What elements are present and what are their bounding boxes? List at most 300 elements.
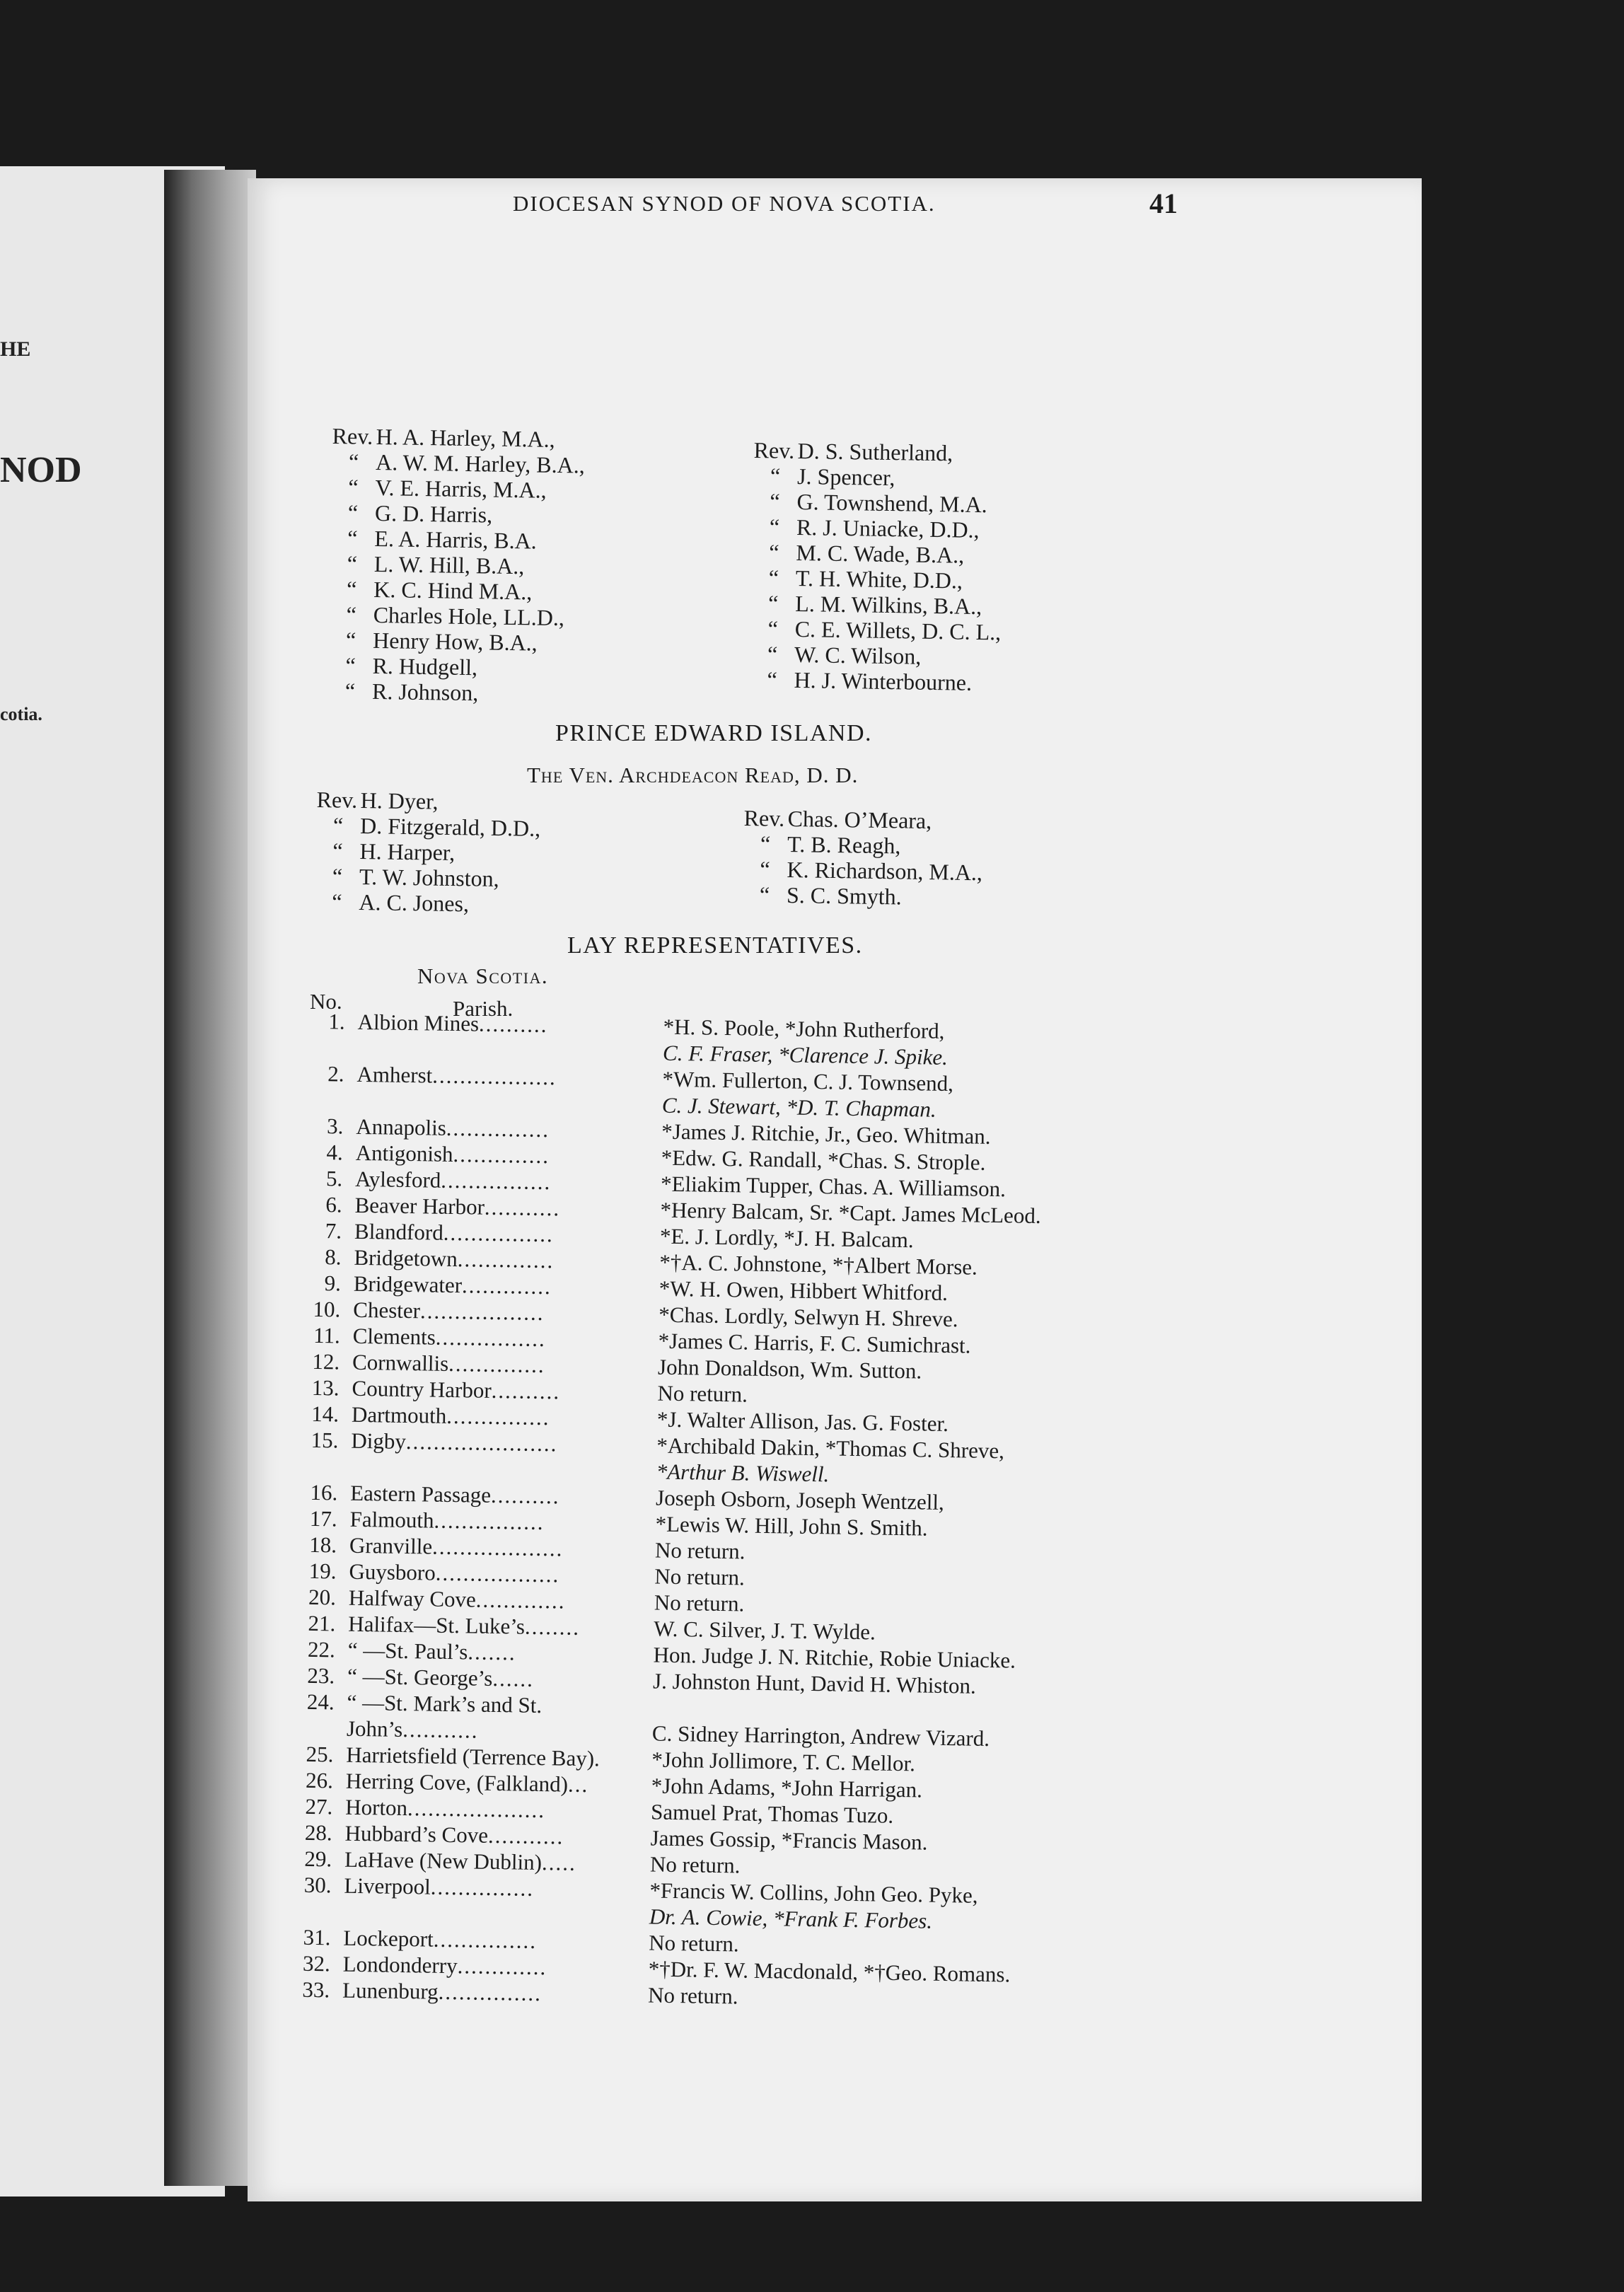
clergy-entry — [753, 437, 1004, 467]
representatives-continued: C. J. Stewart, *D. T. Chapman. — [661, 1092, 936, 1122]
parish-cell — [356, 1114, 550, 1142]
parish-cell — [352, 1402, 550, 1430]
lay-row — [270, 1244, 978, 1280]
row-number: 9. — [324, 1271, 342, 1296]
row-number: 14. — [311, 1401, 340, 1427]
clergy-name: A. W. M. Harley, B.A., — [375, 448, 586, 478]
row-number: 18. — [309, 1532, 337, 1558]
row-number: 32. — [302, 1950, 331, 1976]
representatives: *H. S. Poole, *John Rutherford, — [663, 1014, 945, 1043]
representatives: *Eliakim Tupper, Chas. A. Williamson. — [660, 1171, 1007, 1202]
row-number: 4. — [326, 1140, 344, 1165]
lay-row — [262, 1767, 923, 1802]
leader-dots: ................ — [434, 1507, 545, 1535]
parish-name: Halifax—St. Luke’s — [348, 1611, 526, 1639]
clergy-name: H. Harper, — [359, 838, 456, 866]
representatives: *Archibald Dakin, *Thomas C. Shreve, — [656, 1432, 1005, 1464]
row-number: 13. — [311, 1374, 340, 1401]
parish-cell — [349, 1507, 544, 1535]
book-gutter — [164, 170, 256, 2186]
leader-dots: .................. — [419, 1298, 545, 1326]
clergy-prefix: Rev. — [332, 423, 373, 449]
clergy-prefix: “ — [767, 641, 778, 667]
parish-cell — [354, 1245, 554, 1273]
leader-dots: .............. — [457, 1246, 555, 1273]
parish-name: Bridgetown — [354, 1244, 458, 1272]
representatives: J. Johnston Hunt, David H. Whiston. — [652, 1668, 977, 1698]
clergy-name: Chas. O’Meara, — [787, 805, 932, 834]
pei-section-title: PRINCE EDWARD ISLAND. — [555, 720, 872, 746]
parish-cell — [347, 1716, 479, 1744]
parish-name: Dartmouth — [351, 1401, 447, 1428]
clergy-name: R. Johnson, — [371, 678, 479, 706]
parish-name: Albion Mines — [357, 1009, 480, 1036]
lay-row — [271, 1217, 914, 1253]
clergy-name: E. A. Harris, B.A. — [374, 525, 538, 554]
clergy-list-right — [750, 437, 1004, 696]
representatives: *James J. Ritchie, Jr., Geo. Whitman. — [661, 1118, 991, 1149]
representatives: *Francis W. Collins, John Geo. Pyke, — [649, 1877, 978, 1908]
leader-dots: ............. — [461, 1273, 552, 1300]
parish-cell — [355, 1167, 552, 1195]
clergy-prefix: “ — [332, 863, 343, 889]
representatives: James Gossip, *Francis Mason. — [650, 1825, 928, 1855]
clergy-entry — [753, 488, 1003, 518]
parish-cell — [356, 1140, 550, 1169]
clergy-entry — [315, 863, 540, 892]
lay-row — [269, 1296, 958, 1332]
clergy-prefix: “ — [332, 889, 342, 915]
representatives: *Lewis W. Hill, John S. Smith. — [655, 1511, 928, 1541]
leader-dots: ............... — [430, 1874, 535, 1901]
leader-dots: ... — [567, 1771, 589, 1798]
parish-name: Eastern Passage — [349, 1480, 492, 1507]
clergy-prefix: “ — [346, 601, 357, 627]
representatives: No return. — [657, 1380, 748, 1407]
clergy-name: L. M. Wilkins, B.A., — [795, 590, 982, 620]
clergy-prefix: “ — [332, 812, 344, 838]
clergy-entry — [743, 830, 983, 860]
clergy-prefix: Rev. — [743, 805, 785, 831]
leader-dots: ............... — [438, 1979, 543, 2006]
parish-cell — [349, 1585, 566, 1614]
clergy-prefix: “ — [347, 550, 358, 577]
clergy-entry — [330, 525, 584, 555]
clergy-entry — [329, 627, 582, 656]
lay-row — [264, 1636, 1016, 1673]
leader-dots: ................... — [431, 1534, 564, 1561]
clergy-name: Henry How, B.A., — [372, 627, 538, 656]
clergy-name: C. E. Willets, D. C. L., — [794, 615, 1002, 645]
representatives-continued: *Arthur B. Wiswell. — [656, 1459, 830, 1487]
clergy-entry — [753, 514, 1003, 543]
parish-cell — [352, 1376, 560, 1405]
parish-name: Beaver Harbor — [354, 1192, 485, 1220]
lay-row — [259, 1976, 738, 2009]
representatives: *Edw. G. Randall, *Chas. S. Strople. — [661, 1145, 986, 1175]
lay-row — [272, 1113, 991, 1149]
clergy-name: K. C. Hind M.A., — [373, 576, 533, 605]
representatives: *†A. C. Johnstone, *†Albert Morse. — [659, 1249, 978, 1280]
leader-dots: ...... — [492, 1665, 535, 1691]
lay-row — [261, 1846, 741, 1878]
parish-name: Harrietsfield (Terrence Bay). — [346, 1742, 601, 1771]
representatives: Hon. Judge J. N. Ritchie, Robie Uniacke. — [653, 1642, 1016, 1673]
clergy-entry — [329, 601, 582, 631]
parish-name: Amherst — [356, 1061, 433, 1088]
representatives: *Chas. Lordly, Selwyn H. Shreve. — [658, 1302, 958, 1332]
parish-cell — [349, 1533, 564, 1562]
clergy-entry — [753, 463, 1004, 492]
lay-row — [266, 1532, 746, 1564]
row-number: 7. — [325, 1218, 342, 1244]
clergy-prefix: “ — [767, 615, 779, 642]
leader-dots: .......... — [490, 1482, 560, 1509]
parish-name: Londonderry — [342, 1951, 458, 1979]
row-number: 11. — [313, 1322, 341, 1348]
parish-name: Herring Cove, (Falkland) — [345, 1768, 569, 1797]
parish-cell — [354, 1193, 560, 1222]
representatives-continued: C. F. Fraser, *Clarence J. Spike. — [662, 1040, 949, 1070]
row-number: 3. — [326, 1113, 344, 1139]
parish-cell — [357, 1009, 547, 1038]
parish-name: John’s — [346, 1715, 403, 1742]
lay-row — [265, 1584, 745, 1616]
representatives: No return. — [654, 1563, 746, 1590]
parish-cell — [353, 1297, 545, 1326]
clergy-prefix: “ — [767, 666, 777, 693]
lay-row — [265, 1558, 746, 1590]
clergy-prefix: “ — [769, 514, 780, 540]
clergy-name: G. Townshend, M.A. — [796, 488, 988, 518]
clergy-prefix: “ — [348, 474, 359, 500]
page-number: 41 — [1149, 187, 1178, 219]
lay-row — [260, 1872, 978, 1908]
parish-name: Annapolis — [356, 1113, 447, 1140]
clergy-name: D. S. Sutherland, — [797, 437, 953, 466]
clergy-name: W. C. Wilson, — [794, 641, 922, 669]
representatives-continued: Dr. A. Cowie, *Frank F. Forbes. — [649, 1904, 933, 1933]
parish-name: Lunenburg — [342, 1977, 439, 2004]
clergy-entry — [743, 856, 982, 885]
row-number: 28. — [304, 1819, 332, 1846]
clergy-entry — [328, 652, 581, 682]
parish-cell — [346, 1742, 600, 1772]
parish-cell — [344, 1821, 564, 1850]
clergy-prefix: “ — [767, 590, 779, 616]
row-number: 1. — [328, 1009, 345, 1034]
clergy-prefix: “ — [770, 488, 780, 514]
clergy-entry — [332, 423, 585, 453]
leader-dots: ............... — [446, 1403, 550, 1430]
leader-dots: ...................... — [405, 1428, 558, 1457]
leader-dots: ................ — [441, 1167, 552, 1195]
representatives: *Wm. Fullerton, C. J. Townsend, — [662, 1066, 954, 1096]
clergy-entry — [316, 812, 541, 841]
clergy-name: L. W. Hill, B.A., — [373, 550, 525, 579]
clergy-entry — [332, 448, 585, 478]
leader-dots: .......... — [478, 1011, 548, 1038]
clergy-name: Charles Hole, LL.D., — [373, 601, 565, 631]
clergy-prefix: Rev. — [316, 787, 358, 813]
lay-row — [266, 1505, 928, 1541]
parish-name: Liverpool — [344, 1873, 431, 1899]
clergy-name: R. J. Uniacke, D.D., — [796, 514, 980, 543]
lay-section-title: LAY REPRESENTATIVES. — [567, 932, 863, 959]
parish-name: Digby — [351, 1428, 407, 1454]
parish-cell — [349, 1559, 559, 1588]
clergy-name: J. Spencer, — [796, 463, 895, 491]
parish-name: Granville — [349, 1532, 433, 1559]
row-number: 23. — [307, 1662, 335, 1689]
leader-dots: ....... — [468, 1639, 516, 1665]
left-page-fragment-he: HE — [0, 337, 31, 361]
parish-cell — [352, 1324, 546, 1352]
representatives: No return. — [649, 1851, 741, 1878]
lay-row — [271, 1191, 1041, 1229]
row-number: 6. — [325, 1192, 342, 1217]
row-number: 12. — [312, 1348, 340, 1374]
row-number: 22. — [307, 1636, 336, 1662]
pei-clergy-right — [743, 805, 984, 910]
leader-dots: ........ — [524, 1614, 581, 1640]
lay-row — [267, 1427, 1005, 1464]
row-number: 20. — [308, 1584, 337, 1610]
lay-row — [270, 1270, 949, 1305]
parish-name: Chester — [353, 1297, 421, 1324]
clergy-entry — [750, 666, 1000, 696]
parish-cell — [351, 1428, 558, 1457]
clergy-prefix: “ — [346, 576, 357, 602]
parish-cell — [344, 1873, 534, 1902]
parish-cell — [348, 1611, 580, 1640]
parish-cell — [354, 1271, 552, 1300]
row-number: 16. — [310, 1479, 338, 1505]
clergy-entry — [331, 499, 584, 529]
column-header-no: No. — [310, 989, 342, 1014]
pei-archdeacon: The Ven. Archdeacon Read, D. D. — [527, 763, 859, 787]
parish-name: “ —St. Mark’s and St. — [347, 1689, 543, 1718]
row-number: 8. — [324, 1244, 342, 1270]
clergy-entry — [750, 641, 1001, 671]
lay-row — [264, 1662, 977, 1698]
leader-dots: .............. — [453, 1141, 550, 1169]
leader-dots: ............... — [446, 1115, 550, 1142]
representatives: John Donaldson, Wm. Sutton. — [657, 1354, 922, 1384]
clergy-name: M. C. Wade, B.A., — [796, 539, 965, 568]
leader-dots: ............. — [457, 1953, 547, 1980]
row-number: 21. — [308, 1610, 336, 1636]
clergy-entry — [315, 889, 540, 918]
row-number: 19. — [308, 1558, 337, 1584]
clergy-name: T. H. White, D.D., — [795, 565, 963, 594]
lay-row — [261, 1819, 928, 1855]
parish-cell — [342, 1952, 547, 1981]
parish-cell — [347, 1638, 516, 1666]
parish-name: Antigonish — [355, 1140, 453, 1167]
leader-dots: ............... — [433, 1926, 538, 1953]
leader-dots: .................. — [435, 1560, 560, 1587]
representatives: *J. Walter Allison, Jas. G. Foster. — [656, 1406, 949, 1437]
parish-cell — [350, 1481, 560, 1510]
clergy-name: G. D. Harris, — [374, 499, 493, 528]
representatives: *E. J. Lordly, *J. H. Balcam. — [659, 1223, 914, 1253]
row-number: 31. — [303, 1924, 331, 1950]
row-number: 26. — [305, 1767, 334, 1793]
row-number: 27. — [305, 1793, 333, 1819]
parish-name: LaHave (New Dublin) — [344, 1846, 543, 1875]
parish-name: Halfway Cove — [348, 1585, 477, 1612]
row-number: 2. — [327, 1061, 344, 1087]
clergy-prefix: “ — [345, 627, 356, 653]
clergy-name: R. Hudgell, — [372, 652, 478, 681]
leader-dots: ............. — [475, 1587, 566, 1614]
lay-subtitle: Nova Scotia. — [417, 963, 549, 988]
parish-cell — [346, 1769, 589, 1798]
leader-dots: ........... — [487, 1822, 564, 1849]
clergy-name: H. J. Winterbourne. — [794, 666, 973, 695]
leader-dots: ........... — [402, 1716, 479, 1743]
parish-cell — [343, 1926, 537, 1954]
lay-row — [268, 1374, 748, 1407]
representatives: *†Dr. F. W. Macdonald, *†Geo. Romans. — [648, 1956, 1011, 1987]
clergy-prefix: “ — [347, 525, 358, 551]
parish-cell — [352, 1350, 545, 1378]
leader-dots: .......... — [491, 1377, 561, 1404]
representatives: No return. — [649, 1930, 739, 1957]
row-number: 25. — [306, 1741, 334, 1767]
column-header-parish: Parish. — [453, 996, 514, 1021]
parish-name: Aylesford — [354, 1166, 441, 1193]
clergy-name: T. B. Reagh, — [787, 830, 901, 859]
clergy-prefix: “ — [760, 830, 771, 857]
parish-cell — [345, 1795, 545, 1823]
lay-row — [262, 1741, 916, 1776]
representatives: W. C. Silver, J. T. Wylde. — [654, 1616, 876, 1645]
clergy-prefix: “ — [332, 838, 343, 864]
clergy-name: S. C. Smyth. — [786, 881, 902, 910]
parish-name: Hubbard’s Cove — [344, 1820, 489, 1848]
parish-name: Horton — [345, 1794, 408, 1821]
leader-dots: .............. — [448, 1350, 545, 1378]
clergy-prefix: Rev. — [753, 437, 795, 463]
lay-row — [273, 1060, 954, 1096]
row-number: 33. — [302, 1976, 330, 2003]
representatives: *W. H. Owen, Hibbert Whitford. — [659, 1275, 949, 1305]
parish-cell — [347, 1664, 534, 1692]
leader-dots: ........... — [484, 1194, 561, 1221]
clergy-name: D. Fitzgerald, D.D., — [359, 812, 541, 841]
representatives: No return. — [647, 1982, 738, 2009]
left-page-fragment-nod: NOD — [0, 450, 82, 490]
clergy-name: T. W. Johnston, — [359, 863, 499, 892]
representatives: *John Jollimore, T. C. Mellor. — [651, 1747, 916, 1776]
parish-name: Cornwallis — [352, 1349, 449, 1376]
row-number: 5. — [325, 1166, 343, 1191]
parish-cell — [342, 1978, 542, 2006]
leader-dots: .................. — [432, 1063, 557, 1090]
row-number: 17. — [309, 1505, 337, 1532]
row-number: 30. — [303, 1872, 332, 1898]
clergy-entry — [743, 881, 982, 910]
representatives: *John Adams, *John Harrigan. — [651, 1773, 923, 1802]
pei-clergy-left — [315, 787, 541, 918]
leader-dots: ................ — [435, 1324, 547, 1352]
clergy-prefix: “ — [760, 856, 770, 882]
clergy-name: H. Dyer, — [360, 787, 439, 814]
representatives: Joseph Osborn, Joseph Wentzell, — [655, 1485, 945, 1515]
clergy-entry — [316, 787, 541, 816]
clergy-entry — [330, 550, 584, 580]
clergy-entry — [752, 565, 1002, 594]
representatives: C. Sidney Harrington, Andrew Vizard. — [651, 1720, 990, 1752]
clergy-entry — [328, 678, 581, 707]
leader-dots: ................ — [443, 1220, 555, 1247]
leader-dots: .................... — [407, 1795, 546, 1823]
clergy-entry — [750, 615, 1001, 645]
clergy-entry — [315, 838, 540, 867]
parish-cell — [347, 1690, 542, 1718]
clergy-entry — [751, 590, 1002, 620]
row-number: 10. — [313, 1296, 341, 1322]
parish-name: Country Harbor — [352, 1375, 492, 1403]
representatives: *Henry Balcam, Sr. *Capt. James McLeod. — [660, 1197, 1041, 1229]
clergy-prefix: “ — [344, 678, 356, 704]
clergy-list-left — [328, 423, 586, 707]
representatives: No return. — [654, 1590, 745, 1616]
parish-name: Clements — [352, 1323, 436, 1350]
parish-name: “ —St. Paul’s — [347, 1637, 468, 1665]
row-number: 24. — [306, 1689, 335, 1715]
parish-name: Bridgewater — [353, 1271, 463, 1298]
row-number: 29. — [304, 1846, 332, 1872]
parish-name: Lockeport — [343, 1925, 434, 1952]
left-page-fragment-scotia: cotia. — [0, 704, 42, 724]
leader-dots: ..... — [541, 1850, 577, 1875]
clergy-name: A. C. Jones, — [359, 889, 470, 917]
parish-name: “ —St. George’s — [347, 1663, 493, 1691]
clergy-name: V. E. Harris, M.A., — [375, 474, 547, 503]
clergy-prefix: “ — [770, 463, 781, 489]
representatives: No return. — [654, 1537, 746, 1564]
lay-row — [263, 1689, 543, 1718]
clergy-entry — [331, 474, 584, 504]
lay-row — [272, 1139, 986, 1175]
parish-name: Blandford — [354, 1218, 444, 1245]
clergy-prefix: “ — [345, 652, 356, 678]
clergy-prefix: “ — [759, 881, 770, 908]
clergy-entry — [752, 539, 1002, 569]
clergy-name: K. Richardson, M.A., — [787, 856, 983, 886]
representatives: *James C. Harris, F. C. Sumichrast. — [658, 1328, 971, 1358]
clergy-entry — [743, 805, 983, 834]
parish-cell — [356, 1062, 557, 1090]
clergy-prefix: “ — [348, 448, 359, 475]
clergy-prefix: “ — [769, 539, 779, 565]
running-header: DIOCESAN SYNOD OF NOVA SCOTIA. — [513, 191, 936, 216]
clergy-entry — [330, 576, 583, 606]
clergy-prefix: “ — [768, 565, 779, 591]
parish-name: Falmouth — [349, 1506, 434, 1533]
parish-cell — [354, 1219, 554, 1247]
representatives: Samuel Prat, Thomas Tuzo. — [650, 1799, 894, 1828]
clergy-name: H. A. Harley, M.A., — [376, 423, 555, 452]
lay-row — [268, 1401, 949, 1437]
parish-name: Guysboro — [349, 1558, 436, 1585]
row-number: 15. — [311, 1427, 339, 1453]
parish-cell — [344, 1847, 576, 1876]
clergy-prefix: “ — [347, 499, 359, 526]
